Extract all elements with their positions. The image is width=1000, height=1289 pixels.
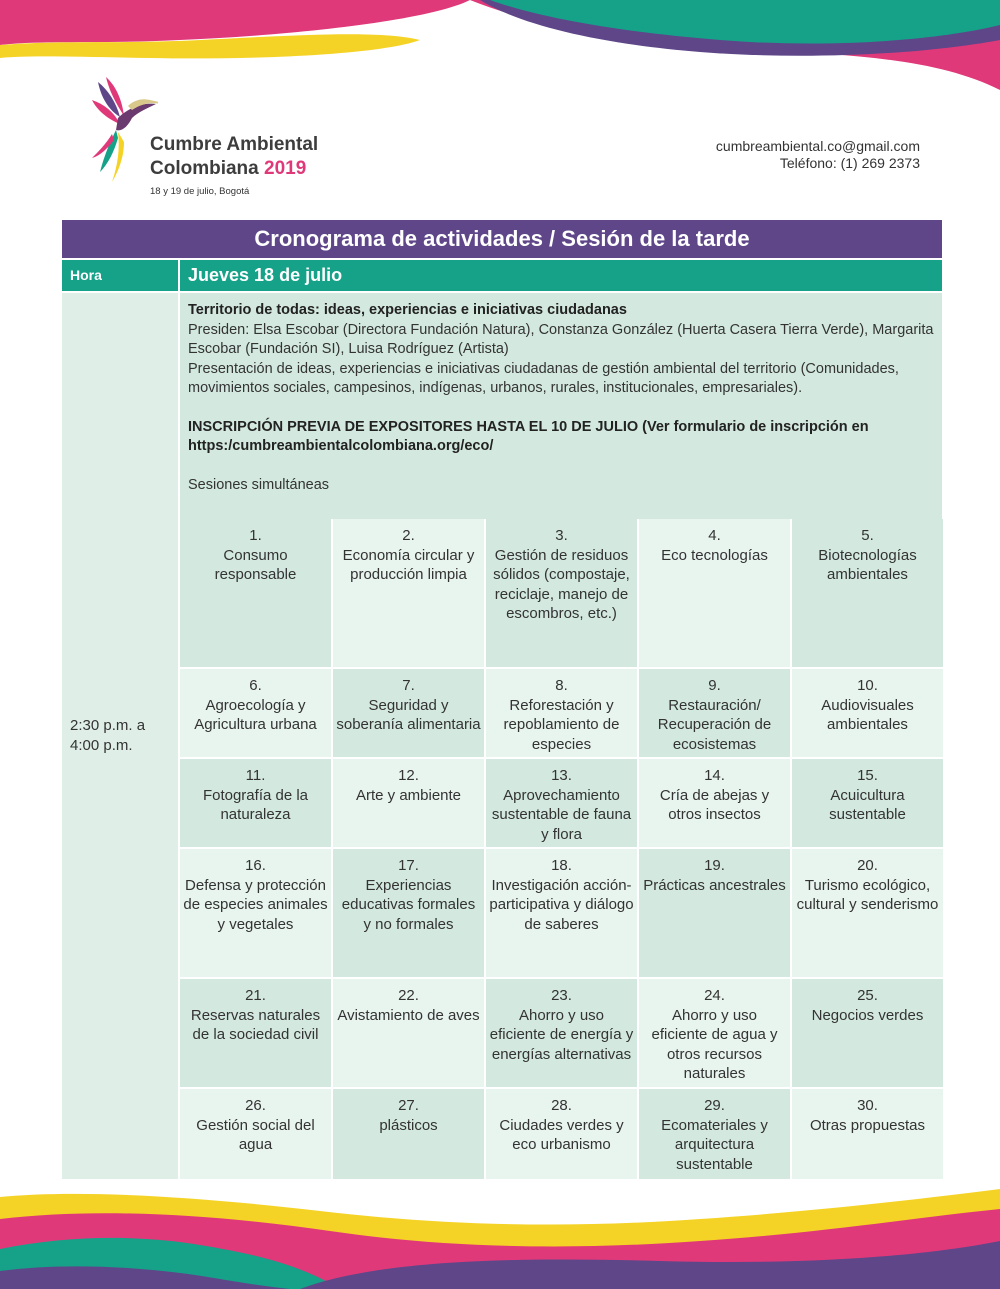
event-logo (88, 72, 358, 202)
session-cell (486, 1089, 637, 1179)
session-number: 4. (708, 527, 721, 544)
logo-title-line2 (150, 158, 306, 180)
time-range: 2:30 p.m. a 4:00 p.m. (70, 717, 146, 754)
session-label: Investigación acción-participativa y diálogo de saberes (489, 876, 634, 933)
session-number: 22. (398, 987, 419, 1004)
session-cell (333, 669, 484, 757)
session-label: Reforestación y repoblamiento de especies (503, 696, 620, 753)
session-cell (180, 979, 331, 1087)
logo-year: 2019 (264, 158, 307, 179)
session-cell (333, 979, 484, 1087)
session-cell (639, 759, 790, 847)
registration-notice: INSCRIPCIÓN PREVIA DE EXPOSITORES HASTA EL 10 DE JULIO (Ver formulario de inscripción en https:/cumbreambientalcolombiana.org/eco/ (188, 418, 869, 454)
logo-dates: 18 y 19 de julio, Bogotá (150, 186, 250, 197)
session-number: 29. (704, 1097, 725, 1114)
session-cell (180, 669, 331, 757)
session-label: Defensa y protección de especies animales y vegetales (183, 876, 328, 933)
session-number: 18. (551, 857, 572, 874)
session-number: 26. (245, 1097, 266, 1114)
schedule-header-row (62, 260, 942, 291)
session-label: Seguridad y soberanía alimentaria (336, 696, 481, 734)
day-header: Jueves 18 de julio (180, 260, 942, 291)
session-cell (486, 759, 637, 847)
session-cell (792, 979, 943, 1087)
session-number: 2. (402, 527, 415, 544)
session-number: 28. (551, 1097, 572, 1114)
session-label: Audiovisuales ambientales (821, 696, 914, 734)
session-cell (180, 759, 331, 847)
session-number: 15. (857, 767, 878, 784)
session-number: 24. (704, 987, 725, 1004)
session-cell (792, 759, 943, 847)
schedule-table (62, 220, 942, 1179)
session-number: 12. (398, 767, 419, 784)
session-label: Turismo ecológico, cultural y senderismo (796, 876, 939, 914)
session-label: Experiencias educativas formales y no formales (341, 876, 476, 933)
session-label: Agroecología y Agricultura urbana (194, 696, 317, 734)
session-number: 16. (245, 857, 266, 874)
session-cell (486, 669, 637, 757)
session-number: 10. (857, 677, 878, 694)
session-number: 8. (555, 677, 568, 694)
session-label: Avistamiento de aves (337, 1006, 480, 1024)
activity-intro (180, 293, 942, 519)
session-cell (792, 519, 943, 667)
bottom-wave-decoration (0, 1189, 1000, 1289)
logo-title-line1: Cumbre Ambiental (150, 134, 319, 155)
activity-content (180, 293, 942, 1179)
session-label: Acuicultura sustentable (829, 786, 906, 824)
session-label: Fotografía de la naturaleza (202, 786, 309, 824)
activity-heading: Territorio de todas: ideas, experiencias e iniciativas ciudadanas (188, 302, 627, 318)
session-number: 30. (857, 1097, 878, 1114)
session-label: Arte y ambiente (355, 786, 462, 804)
session-cell (180, 849, 331, 977)
session-number: 7. (402, 677, 415, 694)
session-number: 27. (398, 1097, 419, 1114)
session-cell (180, 1089, 331, 1179)
sessions-grid (180, 519, 942, 1179)
session-label: Biotecnologías ambientales (818, 546, 917, 584)
session-cell (792, 669, 943, 757)
session-cell (486, 849, 637, 977)
session-cell (792, 849, 943, 977)
session-cell (639, 1089, 790, 1179)
session-number: 20. (857, 857, 878, 874)
contact-phone: Teléfono: (1) 269 2373 (779, 155, 920, 171)
hummingbird-icon (88, 72, 158, 202)
session-label: Prácticas ancestrales (643, 876, 786, 894)
session-number: 25. (857, 987, 878, 1004)
session-label: Reservas naturales de la sociedad civil (190, 1006, 321, 1044)
session-label: Gestión de residuos sólidos (compostaje, reciclaje, manejo de escombros, etc.) (493, 546, 630, 623)
session-label: Consumo responsable (214, 546, 297, 584)
session-number: 23. (551, 987, 572, 1004)
session-number: 3. (555, 527, 568, 544)
session-label: plásticos (379, 1116, 438, 1134)
session-cell (486, 519, 637, 667)
schedule-title: Cronograma de actividades / Sesión de la tarde (62, 220, 942, 258)
session-cell (639, 669, 790, 757)
session-label: Otras propuestas (809, 1116, 926, 1134)
activity-description: Presentación de ideas, experiencias e iniciativas ciudadanas de gestión ambiental del territorio (Comunidades, movimientos sociales, campesinos, indígenas, urbanos, rurales, institucionales, empresariales). (188, 360, 899, 396)
logo-title-line2-text: Colombiana (150, 158, 259, 179)
session-cell (333, 519, 484, 667)
session-label: Cría de abejas y otros insectos (659, 786, 770, 824)
session-number: 11. (245, 767, 266, 784)
session-number: 6. (249, 677, 262, 694)
session-cell (486, 979, 637, 1087)
session-cell (639, 979, 790, 1087)
session-cell (180, 519, 331, 667)
session-number: 9. (708, 677, 721, 694)
session-number: 13. (551, 767, 572, 784)
session-label: Eco tecnologías (661, 546, 768, 564)
session-label: Gestión social del agua (196, 1116, 315, 1154)
session-number: 5. (861, 527, 874, 544)
contact-email[interactable]: cumbreambiental.co@gmail.com (715, 138, 920, 154)
session-label: Restauración/ Recuperación de ecosistemas (657, 696, 772, 753)
time-cell (62, 293, 178, 1179)
session-cell (639, 519, 790, 667)
contact-info (716, 138, 920, 172)
session-label: Ahorro y uso eficiente de energía y energías alternativas (489, 1006, 634, 1063)
hora-header: Hora (62, 260, 178, 291)
schedule-body-row (62, 293, 942, 1179)
sessions-label: Sesiones simultáneas (188, 476, 330, 493)
session-cell (639, 849, 790, 977)
session-label: Negocios verdes (811, 1006, 924, 1024)
session-number: 21. (245, 987, 266, 1004)
activity-presiden: Presiden: Elsa Escobar (Directora Fundación Natura), Constanza González (Huerta Casera Tierra Verde), Margarita Escobar (Fundación SI), Luisa Rodríguez (Artista) (188, 321, 934, 357)
session-label: Ecomateriales y arquitectura sustentable (661, 1116, 768, 1173)
session-cell (792, 1089, 943, 1179)
session-label: Ciudades verdes y eco urbanismo (499, 1116, 624, 1154)
session-number: 19. (704, 857, 725, 874)
session-label: Ahorro y uso eficiente de agua y otros recursos naturales (651, 1006, 778, 1083)
session-cell (333, 759, 484, 847)
session-number: 1. (249, 527, 262, 544)
session-cell (333, 1089, 484, 1179)
session-number: 17. (398, 857, 419, 874)
session-label: Aprovechamiento sustentable de fauna y flora (491, 786, 632, 843)
session-cell (333, 849, 484, 977)
session-number: 14. (704, 767, 725, 784)
session-label: Economía circular y producción limpia (342, 546, 475, 584)
